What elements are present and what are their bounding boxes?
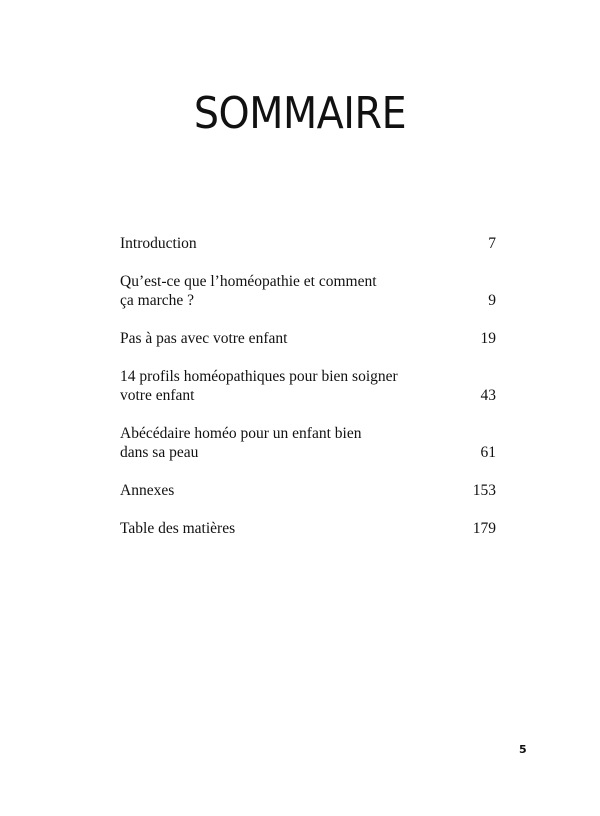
toc-entry-page-number: 7	[488, 235, 496, 252]
toc-entry-title	[120, 272, 420, 310]
toc-entry-title	[120, 367, 420, 405]
toc-entry-title-line: Introduction	[120, 235, 197, 252]
toc-entry-table-des-matieres[interactable]	[120, 519, 496, 538]
page-title: SOMMAIRE	[193, 88, 407, 139]
toc-entry-title	[120, 329, 420, 348]
toc-entry-title	[120, 481, 420, 500]
toc-entry-title-line: ça marche ?	[120, 292, 194, 309]
table-of-contents	[120, 234, 496, 557]
toc-entry-page-number: 9	[488, 292, 496, 309]
toc-entry-title	[120, 424, 420, 462]
toc-entry-title-line: Table des matières	[120, 520, 236, 537]
toc-entry-annexes[interactable]	[120, 481, 496, 500]
page-number: 5	[519, 743, 527, 756]
toc-entry-pas-a-pas[interactable]	[120, 329, 496, 348]
toc-entry-title	[120, 234, 420, 253]
toc-entry-homeopathie[interactable]	[120, 272, 496, 310]
toc-entry-title-line: dans sa peau	[120, 444, 199, 461]
toc-entry-title	[120, 519, 420, 538]
toc-entry-page-number: 179	[472, 520, 496, 537]
toc-entry-abecedaire[interactable]	[120, 424, 496, 462]
toc-entry-page-number: 43	[480, 387, 496, 404]
toc-entry-page-number: 61	[480, 444, 496, 461]
toc-entry-title-line: votre enfant	[120, 387, 195, 404]
toc-entry-page-number: 19	[480, 330, 496, 347]
toc-entry-page-number: 153	[472, 482, 496, 499]
toc-entry-title-line: Annexes	[120, 482, 175, 499]
toc-entry-title-line: Pas à pas avec votre enfant	[120, 330, 288, 347]
toc-entry-profils[interactable]	[120, 367, 496, 405]
toc-entry-introduction[interactable]	[120, 234, 496, 253]
toc-entry-title-line: 14 profils homéopathiques pour bien soigner	[120, 368, 398, 385]
toc-entry-title-line: Qu’est-ce que l’homéopathie et comment	[120, 273, 377, 290]
toc-entry-title-line: Abécédaire homéo pour un enfant bien	[120, 425, 362, 442]
